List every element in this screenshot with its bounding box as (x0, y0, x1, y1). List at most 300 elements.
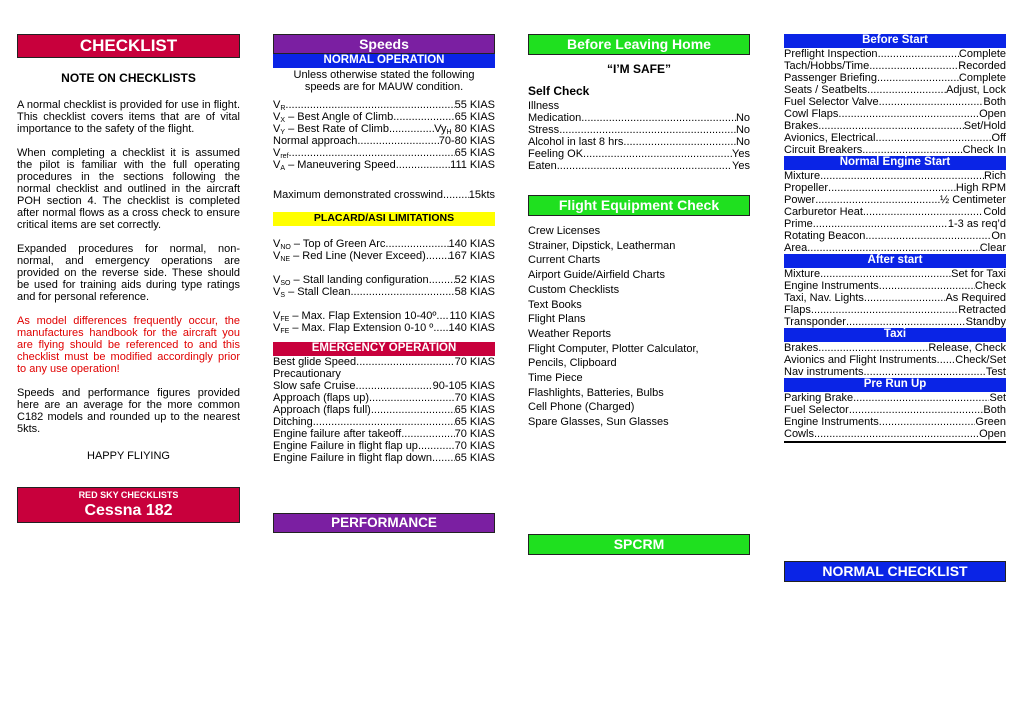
row-value-text: Adjust, Lock (946, 84, 1006, 96)
row-value-text: Off (991, 132, 1006, 144)
row-value-text: Release, Check (928, 342, 1006, 354)
row-description: Rotating Beacon (784, 230, 866, 242)
row-value (980, 242, 1006, 254)
engine-start-row (784, 170, 1006, 182)
row-value (455, 356, 495, 368)
before-leaving-home-title: Before Leaving Home (567, 36, 711, 52)
row-label (528, 160, 557, 172)
row-value-text: 65 KIAS (454, 452, 495, 464)
crosswind-row (273, 189, 495, 201)
self-check-row (528, 100, 750, 112)
row-label (528, 100, 559, 112)
normal-checklist-title: NORMAL CHECKLIST (822, 563, 968, 579)
im-safe-heading: “I’M SAFE” (606, 62, 671, 76)
row-value-text: 52 KIAS (454, 274, 495, 286)
row-description: Circuit Breakers (784, 144, 863, 156)
speed-row (273, 147, 495, 159)
emergency-list (273, 356, 495, 464)
emergency-row (273, 380, 495, 392)
row-label (784, 108, 838, 120)
row-value (433, 380, 495, 392)
normal-checklist-banner (784, 561, 1006, 582)
row-value-text: Both (983, 404, 1006, 416)
row-value (449, 310, 495, 322)
after-start-banner (784, 254, 1006, 268)
row-description: Normal approach (273, 135, 358, 147)
row-value-text: 70 KIAS (454, 440, 495, 452)
row-value (449, 238, 495, 250)
row-value (732, 148, 750, 160)
row-label (784, 366, 863, 378)
row-description: Seats / Seatbelts (784, 84, 868, 96)
row-description: Avionics, Electrical (784, 132, 876, 144)
row-value (958, 60, 1006, 72)
row-description: Engine Instruments (784, 416, 879, 428)
row-label (273, 368, 341, 380)
equipment-item: Current Charts (528, 254, 601, 267)
sign-off: HAPPY FLIYING (87, 450, 170, 462)
row-label (784, 280, 879, 292)
equipment-item: Custom Checklists (528, 283, 620, 296)
before-start-list (784, 48, 1006, 156)
row-description: – Red Line (Never Exceed) (290, 250, 426, 262)
row-description: Medication (528, 112, 582, 124)
equipment-item: Flight Plans (528, 313, 586, 326)
row-description: Parking Brake (784, 392, 854, 404)
speed-subscript: A (280, 165, 286, 172)
speed-subscript: S (280, 292, 286, 299)
row-label (784, 96, 879, 108)
speed-row (273, 111, 495, 123)
speed-symbol: V (273, 250, 281, 262)
row-value (991, 230, 1006, 242)
note-paragraph-2: When completing a checklist it is assumed the pilot is familiar with the full operating procedures in the sections following the normal checklist and outlined in the aircraft POH section 4. The checklist is completed after normal flows as a cross check to ensure critical items are set correctly. (17, 147, 240, 231)
placard-title: PLACARD/ASI LIMITATIONS (313, 212, 455, 224)
row-label (784, 72, 877, 84)
row-label (273, 356, 356, 368)
normal-operation-banner (273, 54, 495, 68)
row-value (455, 404, 495, 416)
row-description: Cowl Flaps (784, 108, 839, 120)
speed-subscript: Y (280, 129, 286, 136)
row-value-text: Standby (965, 316, 1006, 328)
row-label (528, 124, 559, 136)
taxi-row (784, 342, 1006, 354)
row-value (983, 96, 1006, 108)
row-label (784, 48, 878, 60)
placard-row (273, 322, 495, 334)
row-description: Engine Instruments (784, 280, 879, 292)
row-description: Engine Failure in flight flap up (273, 440, 418, 452)
self-check-list (528, 100, 750, 172)
row-label (273, 416, 313, 428)
row-value (963, 144, 1006, 156)
row-value-text: On (991, 230, 1006, 242)
crosswind-label: Maximum demonstrated crosswind (273, 189, 443, 201)
equipment-item: Airport Guide/Airfield Charts (528, 269, 665, 282)
row-label (273, 310, 436, 322)
placard-row (273, 238, 495, 250)
speed-subscript: X (280, 117, 286, 124)
row-description: Brakes (784, 342, 819, 354)
row-label (784, 144, 862, 156)
speed-symbol: V (273, 310, 281, 322)
row-value-text: Set/Hold (963, 120, 1006, 132)
emergency-row (273, 392, 495, 404)
row-value-text: 90-105 KIAS (432, 380, 495, 392)
speed-subscript: SO (280, 280, 291, 287)
row-value-text: Recorded (958, 60, 1006, 72)
row-label (784, 428, 814, 440)
row-value-text: 140 KIAS (448, 238, 495, 250)
before-start-row (784, 84, 1006, 96)
row-value-text: Open (979, 428, 1006, 440)
row-description: Transponder (784, 316, 846, 328)
note-paragraph-4-warning: As model differences frequently occur, the manufactures handbook for the aircraft you are flying should be referenced to and this checklist must be modified accordingly prior to any use operation! (17, 315, 240, 375)
row-description: Carburetor Heat (784, 206, 863, 218)
equipment-list (528, 224, 750, 430)
taxi-list (784, 342, 1006, 378)
row-value (455, 428, 495, 440)
before-start-banner (784, 34, 1006, 48)
pre-runup-list (784, 392, 1006, 443)
spcrm-banner (528, 534, 750, 555)
row-value-tail: 80 KIAS (451, 123, 495, 135)
engine-start-row (784, 230, 1006, 242)
emergency-banner (273, 342, 495, 356)
row-label (273, 111, 393, 123)
placard-row (273, 250, 495, 262)
row-value (964, 120, 1006, 132)
row-value-text: Check/Set (955, 354, 1006, 366)
row-description: Eaten (528, 160, 557, 172)
row-label (784, 230, 865, 242)
placard-row (273, 286, 495, 298)
row-label (784, 292, 864, 304)
before-start-row (784, 72, 1006, 84)
row-value (945, 292, 1006, 304)
engine-start-row (784, 194, 1006, 206)
engine-start-title: Normal Engine Start (839, 156, 951, 168)
placard-list-b (273, 274, 495, 298)
performance-banner (273, 513, 495, 533)
placard-banner (273, 212, 495, 226)
crosswind-value: 15kts (468, 189, 495, 201)
equipment-item: Pencils, Clipboard (528, 357, 617, 370)
row-value (992, 132, 1006, 144)
row-label (273, 404, 371, 416)
row-description: Nav instruments (784, 366, 864, 378)
row-description: Best glide Speed (273, 356, 357, 368)
emergency-row (273, 428, 495, 440)
row-value (940, 194, 1006, 206)
row-description: – Stall landing configuration (290, 274, 429, 286)
row-value (455, 286, 495, 298)
equipment-item: Text Books (528, 298, 582, 311)
row-label (273, 147, 289, 159)
row-value-text: Test (985, 366, 1006, 378)
row-label (784, 404, 849, 416)
pre-runup-row (784, 428, 1006, 440)
row-value-text: 111 KIAS (450, 159, 495, 171)
row-value-text: 110 KIAS (449, 310, 495, 322)
speeds-list (273, 99, 495, 171)
row-description: Feeling OK (528, 148, 584, 160)
brand-footer-big: Cessna 182 (84, 502, 173, 519)
row-value (455, 274, 495, 286)
row-label (273, 428, 401, 440)
row-value-text: 1-3 as req’d (947, 218, 1006, 230)
row-value (928, 342, 1006, 354)
note-paragraph-1: A normal checklist is provided for use in flight. This checklist covers items that are of vital importance to the safety of the flight. (17, 99, 240, 135)
emergency-row (273, 440, 495, 452)
speed-subscript: FE (280, 316, 290, 323)
engine-start-row (784, 242, 1006, 254)
row-description: Mixture (784, 268, 821, 280)
equipment-item: Flashlights, Batteries, Bulbs (528, 386, 664, 399)
emergency-row (273, 404, 495, 416)
row-value (450, 159, 495, 171)
note-paragraph-3: Expanded procedures for normal, non-normal, and emergency operations are provided on the reverse side. These should be used for training aids during type ratings and for personal reference. (17, 243, 240, 303)
after-start-row (784, 280, 1006, 292)
row-label (273, 452, 432, 464)
row-value (959, 48, 1006, 60)
row-value-text: No (735, 124, 750, 136)
row-value-text: Check In (962, 144, 1006, 156)
row-value (455, 392, 495, 404)
row-value (989, 392, 1006, 404)
equipment-item: Strainer, Dipstick, Leatherman (528, 239, 676, 252)
row-value (951, 268, 1006, 280)
row-value (975, 416, 1006, 428)
speed-symbol: V (273, 238, 281, 250)
row-value (955, 354, 1006, 366)
row-label (528, 136, 623, 148)
engine-start-row (784, 206, 1006, 218)
row-value-text: Cold (983, 206, 1006, 218)
row-value-text: As Required (945, 292, 1006, 304)
normal-operation-title: NORMAL OPERATION (323, 54, 445, 66)
row-description: Passenger Briefing (784, 72, 877, 84)
self-check-heading: Self Check (528, 84, 590, 98)
pre-runup-row (784, 404, 1006, 416)
row-label (273, 274, 429, 286)
row-label (273, 159, 396, 171)
row-description: Alcohol in last 8 hrs (528, 136, 624, 148)
row-description: Fuel Selector (784, 404, 849, 416)
row-label (784, 242, 807, 254)
brand-footer-banner (17, 487, 240, 523)
placard-list-a (273, 238, 495, 262)
row-value-text: 167 KIAS (448, 250, 495, 262)
equipment-item: Weather Reports (528, 327, 611, 340)
self-check-row (528, 148, 750, 160)
row-value-text: Both (983, 96, 1006, 108)
row-value-text: Rich (983, 170, 1006, 182)
engine-start-list (784, 170, 1006, 254)
row-value (948, 218, 1006, 230)
row-value-text: No (735, 112, 750, 124)
row-value-text: Yes (732, 148, 750, 160)
self-check-row (528, 124, 750, 136)
equipment-item: Spare Glasses, Sun Glasses (528, 416, 669, 429)
row-description: Preflight Inspection (784, 48, 878, 60)
row-value-text: 65 KIAS (454, 416, 495, 428)
speed-symbol: V (273, 111, 281, 123)
row-value (455, 147, 495, 159)
equipment-item: Time Piece (528, 372, 583, 385)
row-value (736, 136, 750, 148)
row-value (986, 366, 1006, 378)
speed-symbol: V (273, 286, 281, 298)
speed-symbol: V (273, 99, 281, 111)
row-value-text: Check (974, 280, 1006, 292)
row-value-text: Vy (434, 123, 447, 135)
after-start-row (784, 304, 1006, 316)
row-label (784, 120, 818, 132)
row-label (273, 123, 389, 135)
speed-symbol: V (273, 274, 281, 286)
before-start-row (784, 48, 1006, 60)
row-description: Stress (528, 124, 560, 136)
row-value-text: 65 KIAS (454, 404, 495, 416)
row-value-text: 58 KIAS (454, 286, 495, 298)
row-value (983, 404, 1006, 416)
row-description: Flaps (784, 304, 811, 316)
row-description: – Stall Clean (285, 286, 351, 298)
speed-row (273, 123, 495, 135)
row-description: Avionics and Flight Instruments (784, 354, 937, 366)
row-value (455, 111, 495, 123)
row-label (784, 354, 937, 366)
row-description: Tach/Hobbs/Time (784, 60, 870, 72)
row-value-text: 70-80 KIAS (438, 135, 495, 147)
row-value (956, 182, 1006, 194)
row-label (273, 322, 433, 334)
row-description: – Best Rate of Climb (285, 123, 389, 135)
row-label (784, 60, 869, 72)
row-description: Power (784, 194, 816, 206)
row-description: Engine failure after takeoff (273, 428, 402, 440)
brand-footer-small: RED SKY CHECKLISTS (78, 490, 179, 500)
taxi-row (784, 366, 1006, 378)
row-value-text: Open (979, 108, 1006, 120)
row-value-subscript: H (446, 129, 452, 136)
row-value (946, 84, 1006, 96)
row-value-text: 65 KIAS (454, 111, 495, 123)
row-label (784, 342, 818, 354)
row-label (273, 440, 418, 452)
speed-row (273, 159, 495, 171)
row-description: Ditching (273, 416, 313, 428)
checklist-title-banner (17, 34, 240, 58)
row-value (449, 322, 495, 334)
row-description: Propeller (784, 182, 829, 194)
row-value (979, 428, 1006, 440)
row-label (784, 194, 815, 206)
row-label (784, 170, 820, 182)
row-value-text: No (735, 136, 750, 148)
row-value (983, 206, 1006, 218)
row-description: Brakes (784, 120, 819, 132)
before-start-title: Before Start (862, 34, 928, 46)
row-description: Approach (flaps up) (273, 392, 369, 404)
engine-start-row (784, 218, 1006, 230)
row-label (273, 238, 385, 250)
placard-row (273, 310, 495, 322)
row-label (784, 304, 811, 316)
taxi-title: Taxi (883, 328, 907, 340)
row-description: Illness (528, 100, 560, 112)
after-start-list (784, 268, 1006, 328)
row-value (959, 72, 1006, 84)
row-value-text: Complete (958, 72, 1006, 84)
row-value (455, 416, 495, 428)
spcrm-title: SPCRM (613, 536, 665, 552)
row-value-text: Set (989, 392, 1006, 404)
row-label (784, 84, 867, 96)
row-value (439, 135, 495, 147)
row-value-text: Retracted (958, 304, 1006, 316)
panel-normal-checklist (784, 34, 1006, 443)
row-description: Taxi, Nav. Lights (784, 292, 864, 304)
speed-symbol: V (273, 147, 281, 159)
speed-row (273, 135, 495, 147)
row-value-text: Set for Taxi (951, 268, 1006, 280)
self-check-row (528, 112, 750, 124)
row-description: Fuel Selector Valve (784, 96, 879, 108)
row-description: Precautionary (273, 368, 341, 380)
emergency-row (273, 416, 495, 428)
speeds-title-banner (273, 34, 495, 54)
row-value-text: Clear (979, 242, 1006, 254)
row-value-text: 140 KIAS (448, 322, 495, 334)
row-value (736, 124, 750, 136)
after-start-row (784, 316, 1006, 328)
speed-symbol: V (273, 123, 281, 135)
row-label (784, 218, 813, 230)
row-description: Engine Failure in flight flap down (273, 452, 432, 464)
speed-subscript: NO (280, 244, 291, 251)
row-label (273, 392, 369, 404)
before-start-row (784, 96, 1006, 108)
speed-subscript: FE (280, 328, 290, 335)
row-label (784, 392, 853, 404)
row-value-text: High RPM (955, 182, 1006, 194)
speed-subscript: R (280, 105, 286, 112)
speeds-title: Speeds (359, 36, 409, 52)
row-label (784, 416, 879, 428)
emergency-row (273, 368, 495, 380)
row-description: Mixture (784, 170, 821, 182)
before-start-row (784, 120, 1006, 132)
after-start-row (784, 268, 1006, 280)
emergency-row (273, 356, 495, 368)
row-value-text: 70 KIAS (454, 428, 495, 440)
taxi-row (784, 354, 1006, 366)
equipment-item: Cell Phone (Charged) (528, 401, 635, 414)
row-description: – Max. Flap Extension 0-10 º (289, 322, 434, 334)
row-value (455, 440, 495, 452)
after-start-title: After start (867, 254, 923, 266)
performance-title: PERFORMANCE (331, 515, 437, 530)
panel-intro (17, 34, 240, 462)
row-value-text: ½ Centimeter (939, 194, 1006, 206)
speed-subscript: ref (280, 153, 289, 160)
row-label (273, 99, 285, 111)
engine-start-row (784, 182, 1006, 194)
self-check-row (528, 160, 750, 172)
